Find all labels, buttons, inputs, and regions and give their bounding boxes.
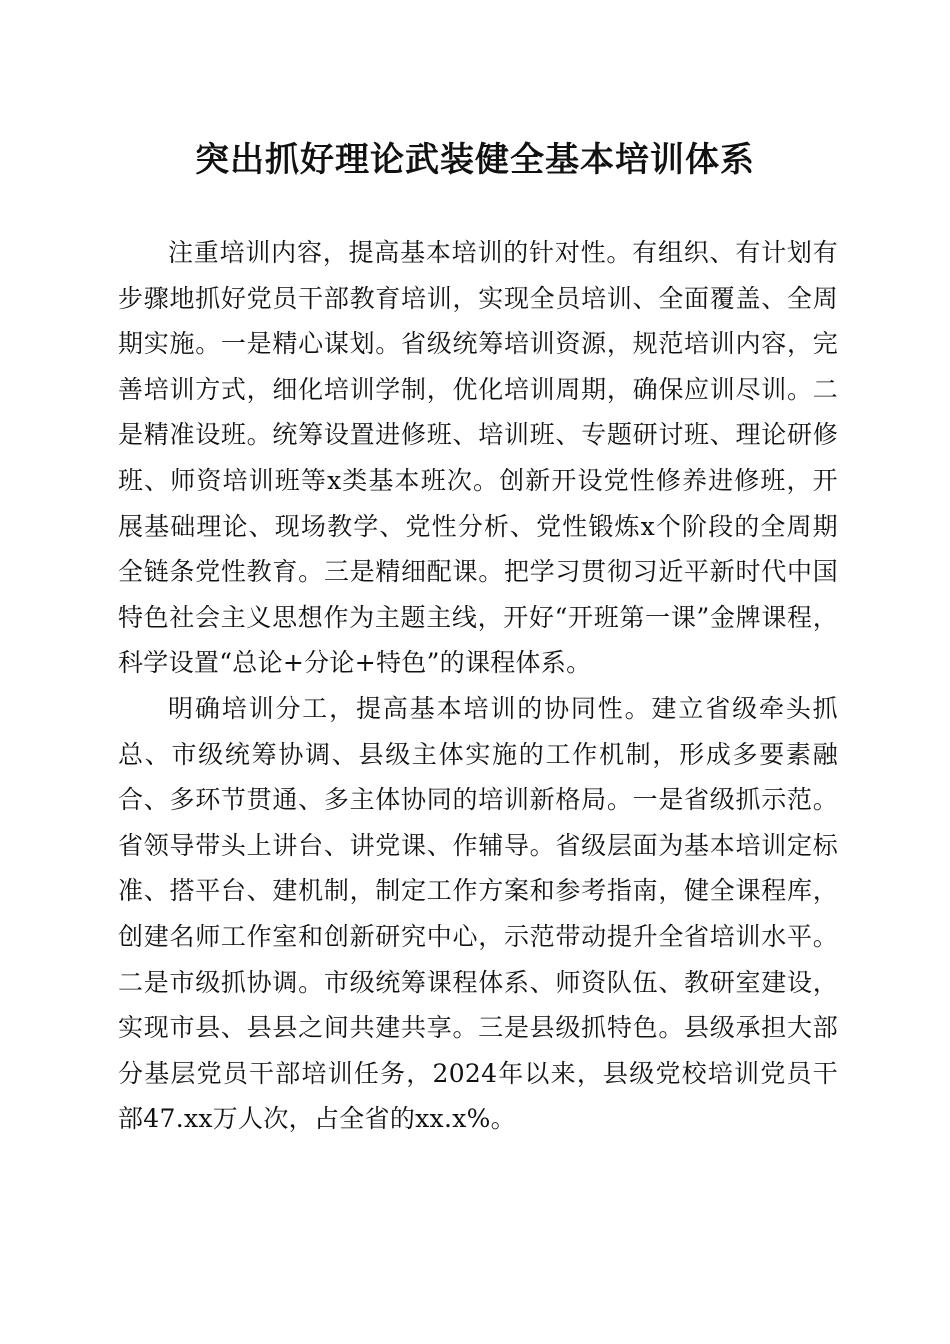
document-title: 突出抓好理论武装健全基本培训体系 bbox=[195, 140, 755, 180]
paragraph-training-content: 注重培训内容，提高基本培训的针对性。有组织、有计划有步骤地抓好党员干部教育培训，实现全员培训、全面覆盖、全周期实施。一是精心谋划。省级统筹培训资源，规范培训内容，完善培训方式，细化培训学制，优化培训周期，确保应训尽训。二是精准设班。统筹设置进修班、培训班、专题研讨班、理论研修班、师资培训班等x类基本班次。创新开设党性修养进修班，开展基础理论、现场教学、党性分析、党性锻炼x个阶段的全周期全链条党性教育。三是精细配课。把学习贯彻习近平新时代中国特色社会主义思想作为主题主线，开好“开班第一课”金牌课程，科学设置“总论+分论+特色”的课程体系。 bbox=[118, 238, 838, 678]
document-body bbox=[118, 230, 838, 1142]
paragraph-training-division: 明确培训分工，提高基本培训的协同性。建立省级牵头抓总、市级统筹协调、县级主体实施的工作机制，形成多要素融合、多环节贯通、多主体协同的培训新格局。一是省级抓示范。省领导带头上讲台、讲党课、作辅导。省级层面为基本培训定标准、搭平台、建机制，制定工作方案和参考指南，健全课程库，创建名师工作室和创新研究中心，示范带动提升全省培训水平。二是市级抓协调。市级统筹课程体系、师资队伍、教研室建设，实现市县、县县之间共建共享。三是县级抓特色。县级承担大部分基层党员干部培训任务，2024年以来，县级党校培训党员干部47.xx万人次，占全省的xx.x%。 bbox=[118, 693, 838, 1134]
